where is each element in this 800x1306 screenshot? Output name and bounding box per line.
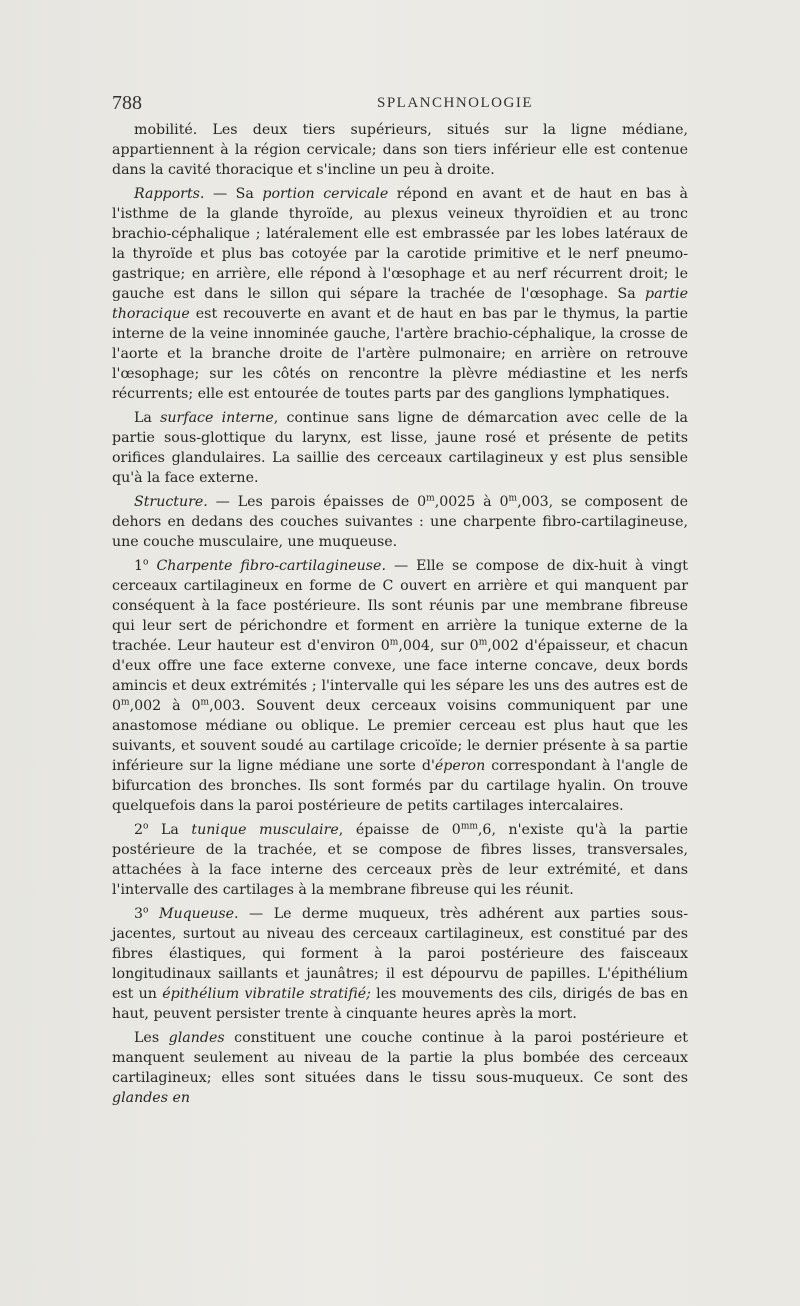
italic-term: Charpente fibro-cartilagineuse. <box>156 558 386 574</box>
paragraph-structure <box>112 492 688 552</box>
text-segment: 2 <box>134 822 144 838</box>
text-segment: ,6, n'existe qu'à la partie postérieure de la trachée, et se compose de fibres lisses, transversales, attachées à la face interne des cerceaux près de leur extrémité, et dans l'intervalle des cartilages à la membrane fibreuse qui les réunit. <box>112 822 689 898</box>
page-number: 788 <box>112 92 142 114</box>
unit-superscript: m <box>121 697 130 708</box>
text-segment: ,004, sur 0 <box>398 638 479 654</box>
text-segment: La <box>134 410 161 426</box>
italic-term: portion cervicale <box>262 186 389 202</box>
paragraph-surface-interne <box>112 408 688 488</box>
unit-superscript: o <box>143 905 149 916</box>
italic-term: éperon <box>434 758 486 774</box>
text-segment: correspondant à l'angle de bifurcation des bronches. Ils sont formés par du cartilage hyalin. On trouve quelquefois dans la paroi postérieure de petits cartilages intercalaires. <box>112 758 688 814</box>
text-segment: est recouverte en avant et de haut en bas par le thymus, la partie interne de la veine innominée gauche, l'artère brachio-céphalique, la crosse de l'aorte et la branche droite de l'artère pulmonaire; en arrière on retrouve l'œsophage; sur les côtés on rencontre la plèvre médiastine et les nerfs récurrents; elle est entourée de toutes parts par des ganglions lymphatiques. <box>112 306 688 402</box>
italic-term: Structure. <box>134 494 208 510</box>
text-segment: ,003, se composent de dehors en dedans des couches suivantes : une charpente fibro-cartilagineuse, une couche musculaire, une muqueuse. <box>112 494 688 550</box>
italic-term: Rapports. <box>134 186 205 202</box>
text-segment: ,0025 à 0 <box>434 494 509 510</box>
text-segment: La <box>148 822 192 838</box>
paragraph-muqueuse <box>112 904 688 1024</box>
italic-term: Muqueuse. <box>158 906 239 922</box>
text-segment: 3 <box>134 906 144 922</box>
unit-superscript: m <box>426 493 435 504</box>
italic-term: épithélium vibratile stratifié; <box>162 986 371 1002</box>
text-segment: répond en avant et de haut en bas à l'isthme de la glande thyroïde, au plexus veineux thyroïdien et au tronc brachio-céphalique ; latéralement elle est embrassée par les lobes latéraux de la thyroïde et plus bas cotoyée par la carotide primitive et le nerf pneumo-gastrique; en arrière, elle répond à l'œsophage et au nerf récurrent droit; le gauche est dans le sillon qui sépare la trachée de l'œsophage. Sa <box>112 186 688 302</box>
text-segment: ,002 à 0 <box>129 698 201 714</box>
text-segment: — Les parois épaisses de 0 <box>207 494 427 510</box>
unit-superscript: m <box>478 637 488 648</box>
text-segment: — Sa <box>204 186 263 202</box>
text-segment: — Elle se compose de dix-huit à vingt cerceaux cartilagineux en forme de C ouvert en arrière et qui manquent par conséquent à la face postérieure. Ils sont réunis par une membrane fibreuse qui leur sert de périchondre et forment en arrière la tunique externe de la trachée. Leur hauteur est d'environ 0 <box>112 558 688 654</box>
text-segment: 1 <box>134 558 144 574</box>
text-segment: — Le derme muqueux, très adhérent aux parties sous-jacentes, surtout au niveau des cerceaux cartilagineux, est constitué par des fibres élastiques, qui forment à la paroi postérieure des faisceaux longitudinaux saillants et jaunâtres; il est dépourvu de papilles. L'épithélium est un <box>112 906 688 1002</box>
text-segment: , continue sans ligne de démarcation avec celle de la partie sous-glottique du larynx, est lisse, jaune rosé et présente de petits orifices glandulaires. La saillie des cerceaux cartilagineux y est plus sensible qu'à la face externe. <box>112 410 688 486</box>
paragraph-intro <box>112 120 688 180</box>
unit-superscript: m <box>389 637 399 648</box>
italic-term: glandes <box>168 1030 225 1046</box>
text-segment: Les <box>134 1030 169 1046</box>
paragraph-rapports <box>112 184 688 404</box>
text-segment <box>148 906 158 922</box>
italic-term: partie thoracique <box>112 286 688 322</box>
page-header <box>112 92 688 116</box>
text-segment: mobilité. Les deux tiers supérieurs, situés sur la ligne médiane, appartiennent à la région cervicale; dans son tiers inférieur elle est contenue dans la cavité thoracique et s'incline un peu à droite. <box>112 122 688 178</box>
text-segment: les mouvements des cils, dirigés de bas en haut, peuvent persister trente à cinquante heures après la mort. <box>112 986 688 1022</box>
text-segment: constituent une couche continue à la paroi postérieure et manquent seulement au niveau de la partie la plus bombée des cerceaux cartilagineux; elles sont situées dans le tissu sous-muqueux. Ce sont des <box>112 1030 688 1086</box>
text-segment: , épaisse de 0 <box>338 822 461 838</box>
italic-term: surface interne <box>160 410 274 426</box>
italic-term: tunique musculaire <box>191 822 339 838</box>
text-segment: ,003. Souvent deux cerceaux voisins communiquent par une anastomose médiane ou oblique. Le premier cerceau est plus haut que les suivants, et souvent soudé au cartilage cricoïde; le dernier présente à sa partie inférieure sur la ligne médiane une sorte d' <box>112 698 688 774</box>
unit-superscript: o <box>143 821 149 832</box>
unit-superscript: mm <box>460 821 478 832</box>
paragraph-glandes <box>112 1028 688 1108</box>
italic-term: glandes en <box>112 1090 191 1106</box>
unit-superscript: o <box>143 557 149 568</box>
unit-superscript: m <box>200 697 210 708</box>
unit-superscript: m <box>508 493 518 504</box>
running-title: SPLANCHNOLOGIE <box>377 95 533 111</box>
text-segment: ,002 d'épaisseur, et chacun d'eux offre une face externe convexe, une face interne concave, deux bords amincis et deux extrémités ; l'intervalle qui les sépare les uns des autres est de 0 <box>112 638 688 714</box>
paragraph-charpente <box>112 556 688 816</box>
body-text <box>112 120 688 1108</box>
paragraph-tunique-musculaire <box>112 820 688 900</box>
